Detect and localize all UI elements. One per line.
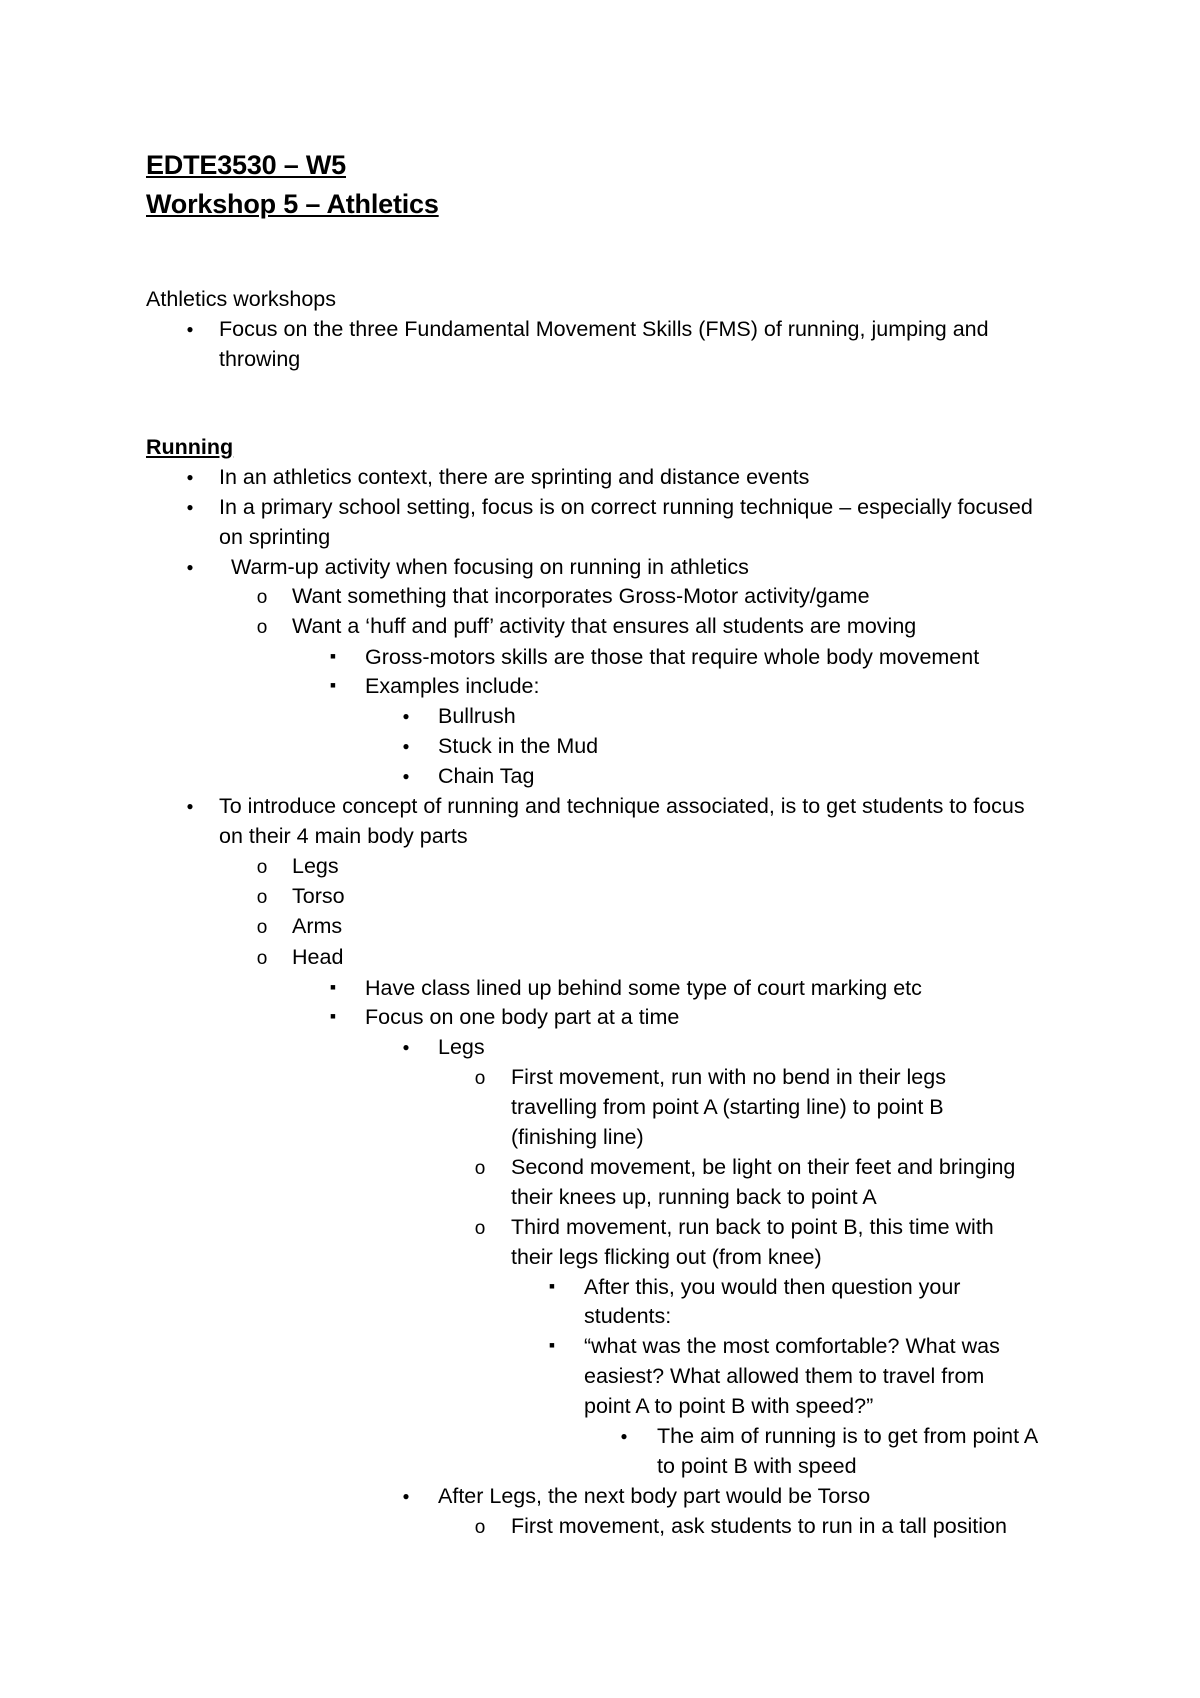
gross-motor-text: Gross-motors skills are those that require whole body movement xyxy=(365,645,980,669)
bullet-circle-icon xyxy=(252,611,272,643)
body-part-item: Torso xyxy=(292,884,345,908)
second-movement-line-1: Second movement, be light on their feet and bringing xyxy=(511,1155,1016,1179)
one-part-text: Focus on one body part at a time xyxy=(365,1005,680,1029)
workshop-title: Workshop 5 – Athletics xyxy=(146,189,439,219)
third-movement-line-1: Third movement, run back to point B, this time with xyxy=(511,1215,994,1239)
question-line-2: students: xyxy=(584,1304,672,1328)
bullet-dot-icon xyxy=(396,701,416,734)
first-movement-line-3: (finishing line) xyxy=(511,1125,644,1149)
quote-line-2: easiest? What allowed them to travel from xyxy=(584,1364,985,1388)
warmup-want-2: Want a ‘huff and puff’ activity that ensures all students are moving xyxy=(292,614,917,638)
course-code-title: EDTE3530 – W5 xyxy=(146,150,346,180)
bullet-dot-icon xyxy=(396,761,416,794)
lined-up-text: Have class lined up behind some type of court marking etc xyxy=(365,976,922,1000)
bullet-circle-icon xyxy=(252,942,272,974)
intro-bullet-line-1: Focus on the three Fundamental Movement Skills (FMS) of running, jumping and xyxy=(219,317,989,341)
intro-bullet-line-2: throwing xyxy=(219,347,301,371)
bullet-dot-icon xyxy=(180,492,200,525)
running-primary-line-1: In a primary school setting, focus is on correct running technique – especially focused xyxy=(219,495,1033,519)
running-context: In an athletics context, there are sprinting and distance events xyxy=(219,465,810,489)
quote-line-1: “what was the most comfortable? What was xyxy=(584,1334,1000,1358)
examples-label: Examples include: xyxy=(365,674,540,698)
question-line-1: After this, you would then question your xyxy=(584,1275,961,1299)
bullet-circle-icon xyxy=(470,1062,490,1094)
first-movement-line-2: travelling from point A (starting line) to point B xyxy=(511,1095,944,1119)
bullet-dot-icon xyxy=(180,314,200,347)
quote-line-3: point A to point B with speed?” xyxy=(584,1394,874,1418)
example-item: Bullrush xyxy=(438,704,516,728)
torso-first-movement: First movement, ask students to run in a tall position xyxy=(511,1514,1007,1538)
bullet-dot-icon xyxy=(180,552,200,585)
aim-line-1: The aim of running is to get from point A xyxy=(657,1424,1039,1448)
bullet-square-icon xyxy=(542,1331,562,1362)
bullet-circle-icon xyxy=(470,1152,490,1184)
running-intro-line-2: on their 4 main body parts xyxy=(219,824,468,848)
body-part-item: Arms xyxy=(292,914,343,938)
bullet-circle-icon xyxy=(470,1212,490,1244)
running-warmup: Warm-up activity when focusing on running in athletics xyxy=(231,555,749,579)
aim-line-2: to point B with speed xyxy=(657,1454,857,1478)
bullet-square-icon xyxy=(323,1002,343,1033)
bullet-square-icon xyxy=(542,1272,562,1303)
bullet-circle-icon xyxy=(252,881,272,913)
bullet-dot-icon xyxy=(180,791,200,824)
third-movement-line-2: their legs flicking out (from knee) xyxy=(511,1245,822,1269)
example-item: Stuck in the Mud xyxy=(438,734,599,758)
bullet-dot-icon xyxy=(396,1481,416,1514)
bullet-square-icon xyxy=(323,671,343,702)
bullet-circle-icon xyxy=(470,1511,490,1543)
bullet-square-icon xyxy=(323,642,343,673)
running-heading: Running xyxy=(146,435,234,459)
bullet-dot-icon xyxy=(396,731,416,764)
bullet-square-icon xyxy=(323,973,343,1004)
second-movement-line-2: their knees up, running back to point A xyxy=(511,1185,877,1209)
running-primary-line-2: on sprinting xyxy=(219,525,331,549)
bullet-dot-icon xyxy=(614,1421,634,1454)
body-part-item: Head xyxy=(292,945,344,969)
legs-label: Legs xyxy=(438,1035,485,1059)
running-intro-line-1: To introduce concept of running and technique associated, is to get students to focus xyxy=(219,794,1025,818)
first-movement-line-1: First movement, run with no bend in their legs xyxy=(511,1065,946,1089)
body-part-item: Legs xyxy=(292,854,339,878)
bullet-dot-icon xyxy=(180,462,200,495)
torso-intro: After Legs, the next body part would be Torso xyxy=(438,1484,871,1508)
bullet-dot-icon xyxy=(396,1032,416,1065)
bullet-circle-icon xyxy=(252,911,272,943)
bullet-circle-icon xyxy=(252,581,272,613)
intro-label: Athletics workshops xyxy=(146,287,336,311)
warmup-want-1: Want something that incorporates Gross-Motor activity/game xyxy=(292,584,870,608)
example-item: Chain Tag xyxy=(438,764,535,788)
bullet-circle-icon xyxy=(252,851,272,883)
